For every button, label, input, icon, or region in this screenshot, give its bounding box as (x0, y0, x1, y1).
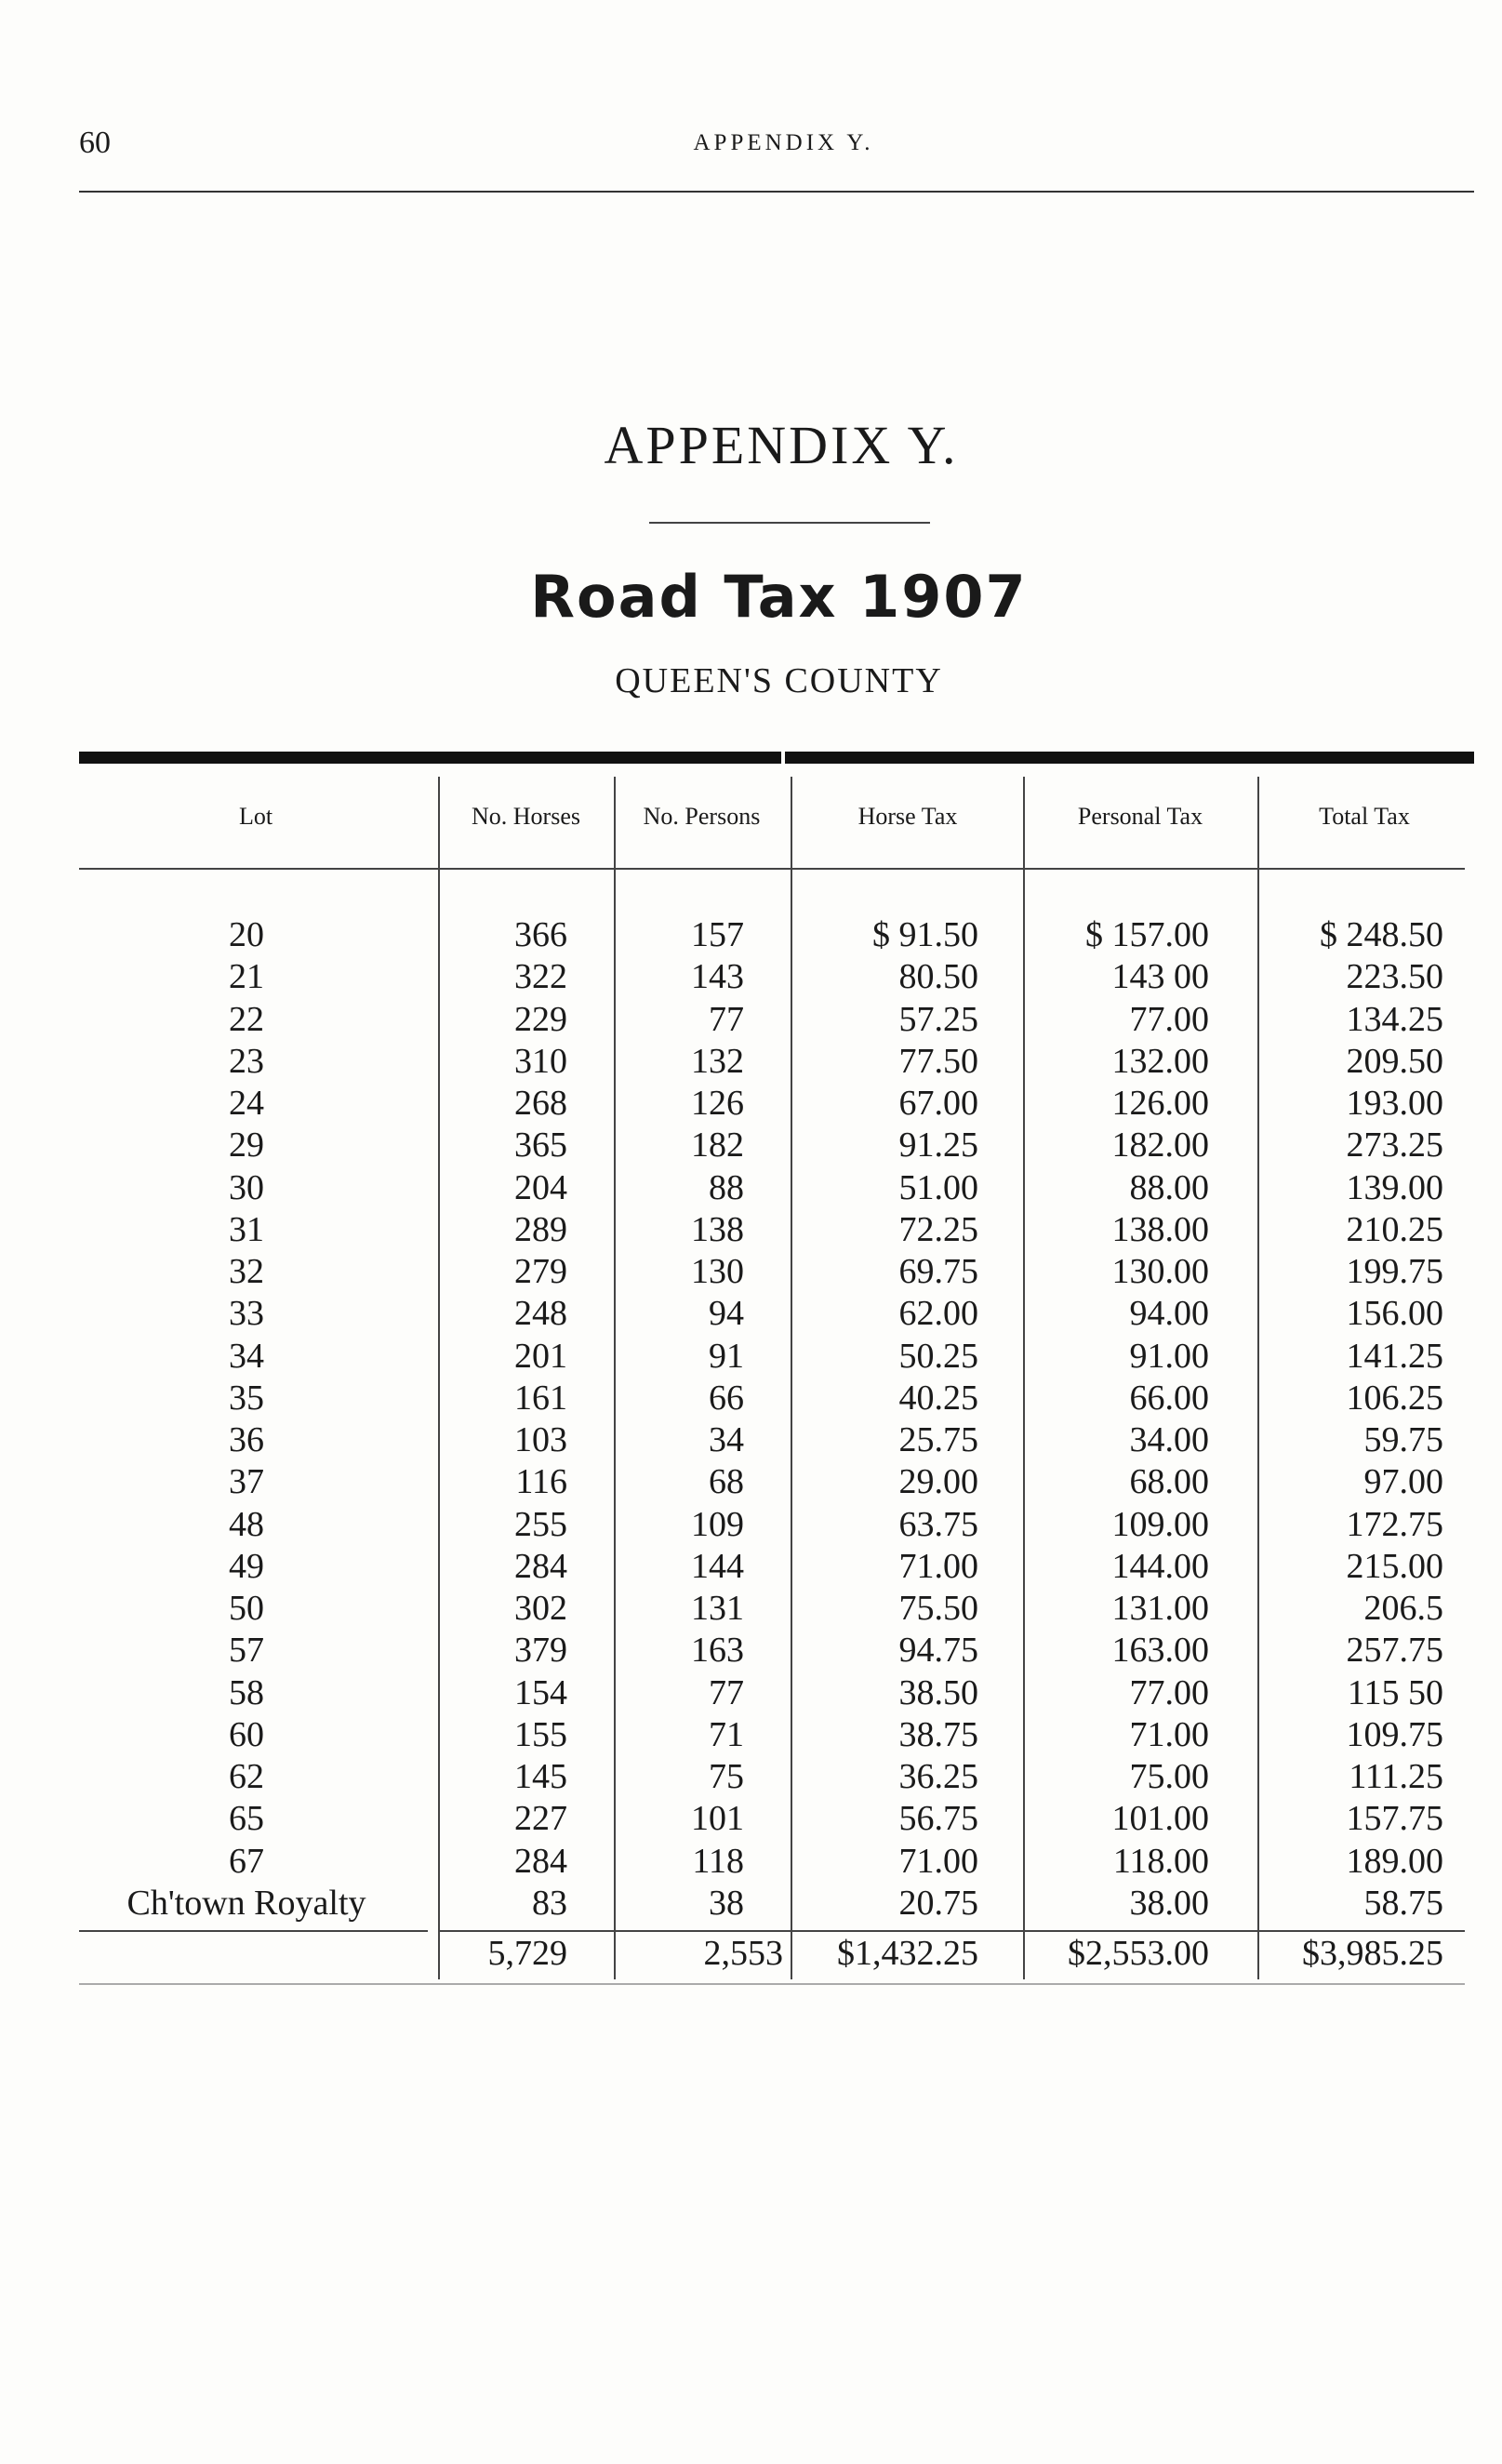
cell-lot: 36 (229, 1420, 264, 1459)
cell-total-tax: 111.25 (1349, 1757, 1443, 1796)
cell-lot: 65 (229, 1799, 264, 1839)
cell-total-tax: 58.75 (1363, 1883, 1443, 1923)
cell-horse-tax: $ 91.50 (872, 915, 978, 954)
total-persons: 2,553 (703, 1934, 783, 1973)
cell-total-tax: 199.75 (1346, 1252, 1443, 1291)
cell-horses: 366 (514, 915, 567, 954)
cell-personal-tax: 77.00 (1129, 1672, 1209, 1712)
cell-total-tax: 106.25 (1346, 1378, 1443, 1418)
cell-horses: 248 (514, 1294, 567, 1334)
sum-rule (438, 1930, 1465, 1932)
cell-lot: 22 (229, 999, 264, 1039)
total-total-tax: $3,985.25 (1302, 1934, 1443, 1973)
sum-rule (79, 1930, 428, 1932)
cell-horse-tax: 80.50 (898, 957, 978, 997)
cell-horse-tax: 40.25 (898, 1378, 978, 1418)
cell-personal-tax: 77.00 (1129, 999, 1209, 1039)
cell-personal-tax: 143 00 (1111, 957, 1209, 997)
cell-lot: 60 (229, 1714, 264, 1754)
cell-total-tax: 157.75 (1346, 1799, 1443, 1839)
cell-horses: 229 (514, 999, 567, 1039)
appendix-title: APPENDIX Y. (604, 415, 959, 475)
cell-horse-tax: 72.25 (898, 1209, 978, 1249)
cell-total-tax: 156.00 (1346, 1294, 1443, 1334)
cell-horses: 255 (514, 1504, 567, 1544)
cell-personal-tax: 68.00 (1129, 1462, 1209, 1502)
cell-lot: 67 (229, 1841, 264, 1881)
cell-horses: 204 (514, 1167, 567, 1207)
cell-horses: 279 (514, 1252, 567, 1291)
total-personal-tax: $2,553.00 (1068, 1934, 1209, 1973)
cell-personal-tax: 109.00 (1111, 1504, 1209, 1544)
cell-horse-tax: 29.00 (898, 1462, 978, 1502)
cell-horse-tax: 69.75 (898, 1252, 978, 1291)
cell-personal-tax: 130.00 (1111, 1252, 1209, 1291)
cell-persons: 66 (709, 1378, 744, 1418)
cell-horse-tax: 71.00 (898, 1841, 978, 1881)
cell-persons: 143 (691, 957, 744, 997)
bottom-rule (79, 1983, 1465, 1985)
cell-personal-tax: 131.00 (1111, 1589, 1209, 1628)
cell-horses: 201 (514, 1336, 567, 1376)
cell-total-tax: 206.5 (1363, 1589, 1443, 1628)
cell-personal-tax: 138.00 (1111, 1209, 1209, 1249)
column-header-horses: No. Horses (472, 803, 580, 830)
cell-persons: 34 (709, 1420, 744, 1459)
cell-persons: 94 (709, 1294, 744, 1334)
cell-horse-tax: 94.75 (898, 1631, 978, 1671)
cell-lot: 23 (229, 1041, 264, 1081)
cell-persons: 163 (691, 1631, 744, 1671)
cell-personal-tax: 132.00 (1111, 1041, 1209, 1081)
cell-total-tax: 223.50 (1346, 957, 1443, 997)
cell-personal-tax: 91.00 (1129, 1336, 1209, 1376)
cell-lot: 33 (229, 1294, 264, 1334)
cell-persons: 38 (709, 1883, 744, 1923)
cell-horse-tax: 50.25 (898, 1336, 978, 1376)
cell-persons: 157 (691, 915, 744, 954)
cell-lot: 30 (229, 1167, 264, 1207)
cell-horse-tax: 63.75 (898, 1504, 978, 1544)
cell-horses: 116 (515, 1462, 567, 1502)
county-subtitle: QUEEN'S COUNTY (615, 661, 943, 700)
cell-personal-tax: 94.00 (1129, 1294, 1209, 1334)
cell-total-tax: 141.25 (1346, 1336, 1443, 1376)
cell-personal-tax: 88.00 (1129, 1167, 1209, 1207)
cell-horses: 161 (514, 1378, 567, 1418)
cell-persons: 126 (691, 1084, 744, 1123)
table-title: Road Tax 1907 (530, 563, 1028, 631)
cell-horses: 310 (514, 1041, 567, 1081)
cell-personal-tax: 163.00 (1111, 1631, 1209, 1671)
cell-personal-tax: 38.00 (1129, 1883, 1209, 1923)
cell-lot: 49 (229, 1546, 264, 1586)
cell-personal-tax: 118.00 (1112, 1841, 1209, 1881)
cell-personal-tax: 144.00 (1111, 1546, 1209, 1586)
cell-horses: 302 (514, 1589, 567, 1628)
cell-total-tax: 210.25 (1346, 1209, 1443, 1249)
cell-horse-tax: 51.00 (898, 1167, 978, 1207)
cell-lot: 48 (229, 1504, 264, 1544)
cell-persons: 138 (691, 1209, 744, 1249)
cell-horses: 289 (514, 1209, 567, 1249)
cell-lot: 20 (229, 915, 264, 954)
cell-total-tax: 215.00 (1346, 1546, 1443, 1586)
cell-lot: 34 (229, 1336, 264, 1376)
cell-lot: 57 (229, 1631, 264, 1671)
cell-total-tax: 139.00 (1346, 1167, 1443, 1207)
cell-persons: 77 (709, 1672, 744, 1712)
column-header-lot: Lot (238, 803, 273, 830)
cell-horse-tax: 36.25 (898, 1757, 978, 1796)
cell-horse-tax: 38.75 (898, 1714, 978, 1754)
cell-lot: 31 (229, 1209, 264, 1249)
cell-horse-tax: 25.75 (898, 1420, 978, 1459)
cell-persons: 101 (691, 1799, 744, 1839)
cell-horses: 284 (514, 1546, 567, 1586)
cell-persons: 144 (691, 1546, 744, 1586)
column-header-horse-tax: Horse Tax (857, 803, 958, 830)
cell-persons: 109 (691, 1504, 744, 1544)
cell-persons: 91 (709, 1336, 744, 1376)
cell-persons: 182 (691, 1125, 744, 1165)
table-top-rule (79, 752, 1474, 764)
cell-horse-tax: 67.00 (898, 1084, 978, 1123)
cell-total-tax: 115 50 (1347, 1672, 1443, 1712)
title-rule (649, 522, 930, 524)
cell-total-tax: 273.25 (1346, 1125, 1443, 1165)
cell-horses: 365 (514, 1125, 567, 1165)
cell-horse-tax: 56.75 (898, 1799, 978, 1839)
cell-personal-tax: 126.00 (1111, 1084, 1209, 1123)
cell-horse-tax: 20.75 (898, 1883, 978, 1923)
cell-horse-tax: 57.25 (898, 999, 978, 1039)
cell-total-tax: 193.00 (1346, 1084, 1443, 1123)
cell-horses: 145 (514, 1757, 567, 1796)
cell-personal-tax: 66.00 (1129, 1378, 1209, 1418)
cell-lot: 37 (229, 1462, 264, 1502)
cell-lot: 29 (229, 1125, 264, 1165)
cell-total-tax: 109.75 (1346, 1714, 1443, 1754)
cell-personal-tax: 34.00 (1129, 1420, 1209, 1459)
cell-persons: 71 (709, 1714, 744, 1754)
cell-horse-tax: 62.00 (898, 1294, 978, 1334)
cell-horses: 379 (514, 1631, 567, 1671)
running-head-rule (79, 191, 1474, 193)
cell-horses: 268 (514, 1084, 567, 1123)
cell-total-tax: 209.50 (1346, 1041, 1443, 1081)
cell-personal-tax: 71.00 (1129, 1714, 1209, 1754)
total-horses: 5,729 (487, 1934, 567, 1973)
cell-total-tax: $ 248.50 (1320, 915, 1443, 954)
cell-total-tax: 172.75 (1346, 1504, 1443, 1544)
cell-persons: 118 (692, 1841, 744, 1881)
cell-horse-tax: 71.00 (898, 1546, 978, 1586)
cell-horses: 227 (514, 1799, 567, 1839)
cell-total-tax: 189.00 (1346, 1841, 1443, 1881)
cell-lot: 35 (229, 1378, 264, 1418)
cell-horses: 154 (514, 1672, 567, 1712)
cell-personal-tax: 75.00 (1129, 1757, 1209, 1796)
total-horse-tax: $1,432.25 (837, 1934, 978, 1973)
cell-personal-tax: 182.00 (1111, 1125, 1209, 1165)
cell-persons: 131 (691, 1589, 744, 1628)
cell-personal-tax: 101.00 (1111, 1799, 1209, 1839)
cell-horse-tax: 91.25 (898, 1125, 978, 1165)
cell-horse-tax: 77.50 (898, 1041, 978, 1081)
cell-persons: 75 (709, 1757, 744, 1796)
cell-lot: 21 (229, 957, 264, 997)
cell-persons: 77 (709, 999, 744, 1039)
column-header-personal-tax: Personal Tax (1077, 803, 1203, 830)
cell-persons: 130 (691, 1252, 744, 1291)
cell-persons: 132 (691, 1041, 744, 1081)
cell-horses: 322 (514, 957, 567, 997)
column-header-persons: No. Persons (643, 803, 761, 830)
cell-horse-tax: 38.50 (898, 1672, 978, 1712)
cell-total-tax: 257.75 (1346, 1631, 1443, 1671)
cell-persons: 88 (709, 1167, 744, 1207)
cell-lot: 24 (229, 1084, 264, 1123)
cell-personal-tax: $ 157.00 (1085, 915, 1209, 954)
cell-lot: 32 (229, 1252, 264, 1291)
cell-total-tax: 59.75 (1363, 1420, 1443, 1459)
cell-horse-tax: 75.50 (898, 1589, 978, 1628)
cell-horses: 103 (514, 1420, 567, 1459)
running-head: APPENDIX Y. (693, 130, 874, 155)
cell-horses: 83 (532, 1883, 567, 1923)
cell-lot: 62 (229, 1757, 264, 1796)
cell-total-tax: 134.25 (1346, 999, 1443, 1039)
column-header-total-tax: Total Tax (1319, 803, 1410, 830)
cell-lot: Ch'town Royalty (126, 1883, 366, 1923)
cell-lot: 58 (229, 1672, 264, 1712)
cell-lot: 50 (229, 1589, 264, 1628)
cell-horses: 284 (514, 1841, 567, 1881)
cell-horses: 155 (514, 1714, 567, 1754)
page-number: 60 (79, 126, 111, 160)
cell-persons: 68 (709, 1462, 744, 1502)
cell-total-tax: 97.00 (1363, 1462, 1443, 1502)
